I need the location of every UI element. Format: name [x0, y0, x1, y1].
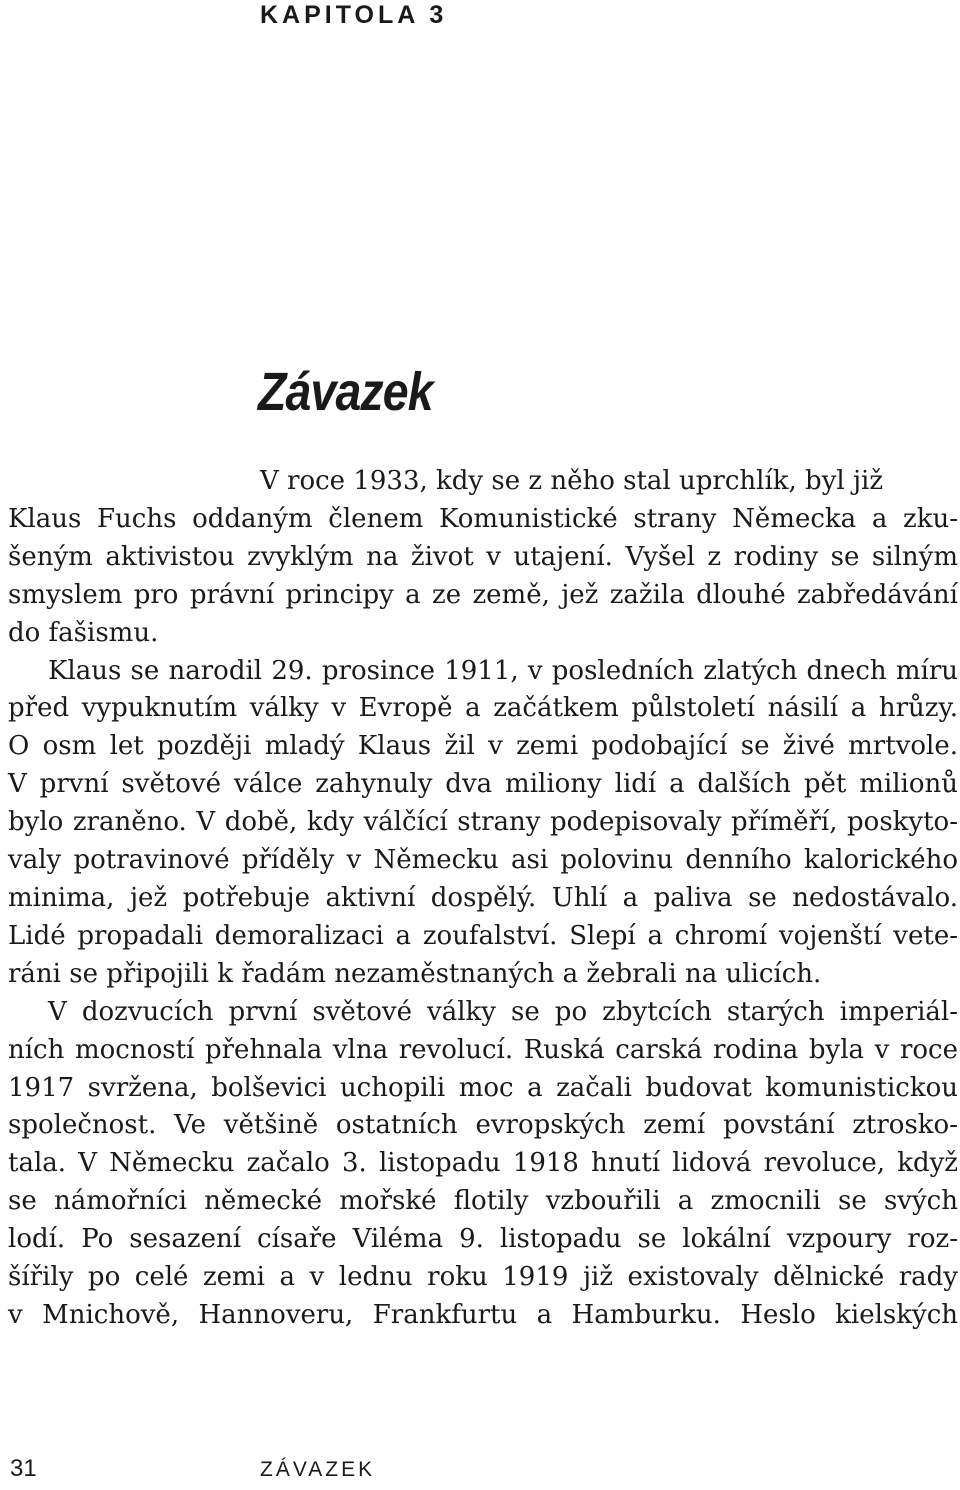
text-line: šířily po celé zemi a v lednu roku 1919 již existovaly dělnické rady: [8, 1262, 958, 1293]
text-line: bylo zraněno. V době, kdy válčící strany podepisovaly příměří, poskyto-: [8, 807, 958, 838]
running-head: ZÁVAZEK: [260, 1458, 376, 1481]
text-line: do fašismu.: [8, 617, 159, 648]
page-footer: [10, 1455, 950, 1485]
text-line: smyslem pro právní principy a ze země, jež zažila dlouhé zabředávání: [8, 579, 958, 610]
text-line: společnost. Ve většině ostatních evropských zemí povstání ztrosko-: [8, 1110, 958, 1141]
text-line: V první světové válce zahynuly dva miliony lidí a dalších pět milionů: [8, 769, 958, 800]
text-line: před vypuknutím války v Evropě a začátkem půlstoletí násilí a hrůzy.: [8, 693, 958, 724]
text-line: Lidé propadali demoralizaci a zoufalství. Slepí a chromí vojenští vete-: [8, 920, 958, 951]
text-line: v Mnichově, Hannoveru, Frankfurtu a Hamburku. Heslo kielských: [8, 1299, 958, 1330]
body-text: [8, 463, 958, 1335]
text-line: tala. V Německu začalo 3. listopadu 1918 hnutí lidová revoluce, když: [8, 1148, 958, 1179]
text-line: ních mocností přehnala vlna revolucí. Ruská carská rodina byla v roce: [8, 1034, 958, 1065]
text-line: valy potravinové příděly v Německu asi polovinu denního kalorického: [8, 845, 958, 876]
text-line: Klaus se narodil 29. prosince 1911, v posledních zlatých dnech míru: [48, 655, 958, 686]
chapter-label: KAPITOLA 3: [260, 1, 448, 29]
text-line: V dozvucích první světové války se po zbytcích starých imperiál-: [48, 996, 958, 1027]
text-line: minima, jež potřebuje aktivní dospělý. Uhlí a paliva se nedostávalo.: [8, 882, 958, 913]
chapter-title: Závazek: [258, 362, 433, 422]
text-line: lodí. Po sesazení císaře Viléma 9. listopadu se lokální vzpoury roz-: [8, 1224, 958, 1255]
text-line: V roce 1933, kdy se z něho stal uprchlík, byl již: [260, 466, 884, 496]
text-line: O osm let později mladý Klaus žil v zemi podobající se živé mrtvole.: [8, 731, 958, 762]
text-line: Klaus Fuchs oddaným členem Komunistické strany Německa a zku-: [8, 503, 958, 534]
text-line: ráni se připojili k řadám nezaměstnaných a žebrali na ulicích.: [8, 958, 822, 989]
text-line: se námořníci německé mořské flotily vzbouřili a zmocnili se svých: [8, 1186, 958, 1217]
page-number: 31: [10, 1455, 37, 1482]
text-line: šeným aktivistou zvyklým na život v utajení. Vyšel z rodiny se silným: [8, 541, 958, 572]
text-line: 1917 svržena, bolševici uchopili moc a začali budovat komunistickou: [8, 1072, 958, 1103]
